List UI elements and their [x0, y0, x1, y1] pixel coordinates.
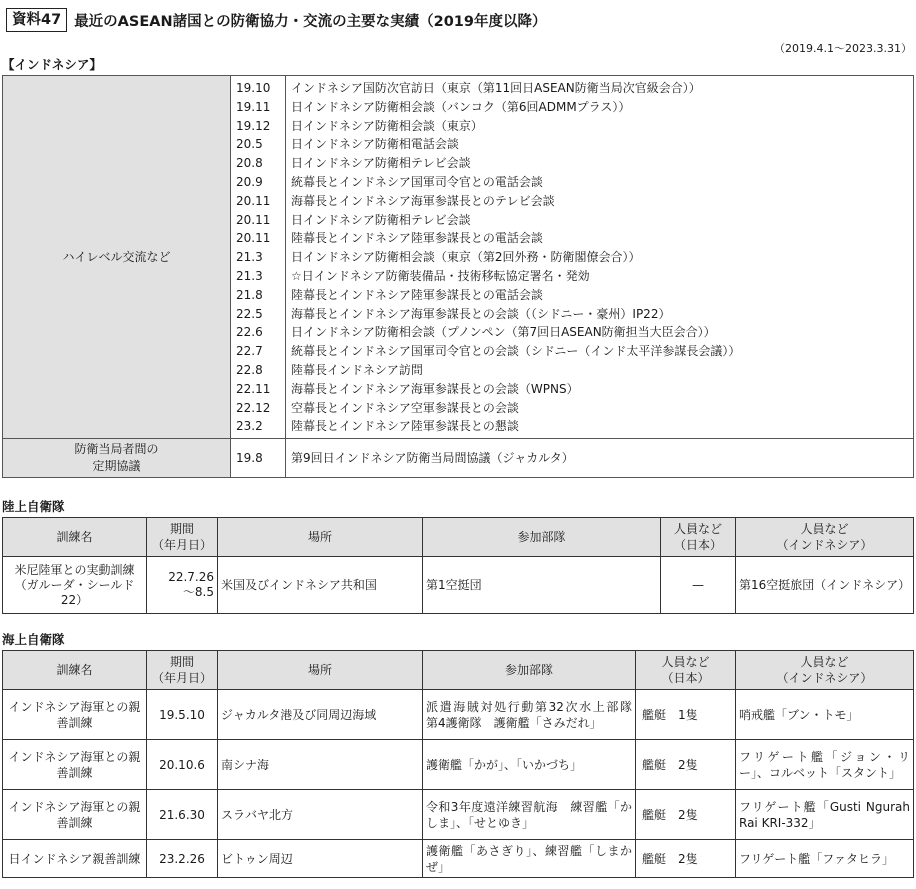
- personnel-indonesia: 哨戒艦「ブン・トモ」: [736, 690, 914, 740]
- exchange-date: 23.2: [236, 419, 263, 434]
- exchange-item: 日インドネシア防衛相会談（プノンペン（第7回日ASEAN防衛担当大臣会合））: [291, 325, 716, 340]
- exchange-date: 22.8: [236, 362, 263, 377]
- personnel-japan: —: [661, 557, 736, 614]
- exchange-item: 統幕長とインドネシア国軍司令官との電話会談: [291, 174, 543, 189]
- exchange-item: 日インドネシア防衛相会談（バンコク（第6回ADMMプラス））: [291, 99, 631, 114]
- exercise-period: 22.7.26 ～8.5: [147, 557, 218, 614]
- exchange-date: 20.9: [236, 174, 263, 189]
- exercise-name: 日インドネシア親善訓練: [3, 840, 147, 878]
- exchange-item: 陸幕長とインドネシア陸軍参謀長との懇談: [291, 419, 519, 434]
- exercise-units: 護衛艦「あさぎり」、練習艦「しまかぜ」: [423, 840, 636, 878]
- exchange-date: 20.11: [236, 193, 271, 208]
- exchange-date: 21.3: [236, 250, 263, 265]
- exercise-name: インドネシア海軍との親善訓練: [3, 790, 147, 840]
- section-title-maritime: 海上自衛隊: [2, 632, 65, 647]
- high-level-row: [3, 76, 914, 439]
- ground-header-row: [3, 518, 914, 557]
- table-row: [3, 790, 914, 840]
- exchange-date: 19.10: [236, 81, 271, 95]
- exercise-period: 23.2.26: [147, 840, 218, 878]
- personnel-japan: 艦艇 2隻: [636, 840, 736, 878]
- exchange-date: 20.8: [236, 156, 263, 171]
- table-row: [3, 690, 914, 740]
- col-units: 参加部隊: [423, 518, 661, 557]
- ground-sdf-table: [2, 517, 914, 614]
- exchange-date: 22.12: [236, 400, 271, 415]
- exchange-item: 日インドネシア防衛相会談（東京（第2回外務・防衛閣僚会合））: [291, 250, 641, 265]
- exchange-date: 22.6: [236, 325, 263, 340]
- maritime-sdf-table: [2, 650, 914, 878]
- exercise-place: 南シナ海: [218, 740, 423, 790]
- exercise-period: 20.10.6: [147, 740, 218, 790]
- exercise-place: スラバヤ北方: [218, 790, 423, 840]
- col-personnel-japan: 人員など （日本）: [636, 651, 736, 690]
- exchange-item: 空幕長とインドネシア空軍参謀長との会談: [291, 400, 519, 415]
- exchange-item: 統幕長とインドネシア国軍司令官との会談（シドニー（インド太平洋参謀長会議））: [291, 344, 741, 359]
- col-period: 期間 （年月日）: [147, 518, 218, 557]
- col-personnel-japan: 人員など （日本）: [661, 518, 736, 557]
- exchange-item: 日インドネシア防衛相テレビ会談: [291, 156, 471, 171]
- exercise-name: インドネシア海軍との親善訓練: [3, 740, 147, 790]
- exchange-date: 19.11: [236, 99, 271, 114]
- col-name: 訓練名: [3, 518, 147, 557]
- regular-consultation-label: 防衛当局者間の 定期協議: [3, 439, 231, 478]
- exchange-item: 海幕長とインドネシア海軍参謀長とのテレビ会談: [291, 193, 555, 208]
- personnel-japan: 艦艇 2隻: [636, 740, 736, 790]
- personnel-indonesia: フリゲート艦「Gusti Ngurah Rai KRI-332」: [736, 790, 914, 840]
- exchange-item: 陸幕長インドネシア訪問: [291, 362, 423, 377]
- col-units: 参加部隊: [423, 651, 636, 690]
- personnel-indonesia: フリゲート艦「ジョン・リー」、コルベット「スタント」: [736, 740, 914, 790]
- exchange-item: 陸幕長とインドネシア陸軍参謀長との電話会談: [291, 231, 543, 246]
- period-range: （2019.4.1～2023.3.31）: [774, 42, 912, 55]
- high-level-dates: [231, 76, 286, 439]
- exchange-date: 20.5: [236, 137, 263, 152]
- personnel-japan: 艦艇 1隻: [636, 690, 736, 740]
- exchange-date: 21.3: [236, 268, 263, 283]
- col-place: 場所: [218, 518, 423, 557]
- exchange-date: 22.7: [236, 344, 263, 359]
- personnel-japan: 艦艇 2隻: [636, 790, 736, 840]
- exercise-name: インドネシア海軍との親善訓練: [3, 690, 147, 740]
- exercise-place: 米国及びインドネシア共和国: [218, 557, 423, 614]
- exercise-units: 派遣海賊対処行動第32次水上部隊 第4護衛隊 護衛艦「さみだれ」: [423, 690, 636, 740]
- exchange-item: ☆日インドネシア防衛装備品・技術移転協定署名・発効: [291, 268, 590, 283]
- exchange-item: 陸幕長とインドネシア陸軍参謀長との電話会談: [291, 287, 543, 302]
- exercise-units: 令和3年度遠洋練習航海 練習艦「かしま」、「せとゆき」: [423, 790, 636, 840]
- col-name: 訓練名: [3, 651, 147, 690]
- personnel-indonesia: フリゲート艦「ファタヒラ」: [736, 840, 914, 878]
- personnel-indonesia: 第16空挺旅団（インドネシア）: [736, 557, 914, 614]
- high-level-label: ハイレベル交流など: [3, 76, 231, 439]
- exercise-place: ビトゥン周辺: [218, 840, 423, 878]
- exercise-period: 19.5.10: [147, 690, 218, 740]
- exchange-item: 日インドネシア防衛相会談（東京）: [291, 118, 483, 133]
- exercise-place: ジャカルタ港及び同周辺海域: [218, 690, 423, 740]
- maritime-header-row: [3, 651, 914, 690]
- document-number-badge: 資料47: [6, 8, 67, 32]
- regular-consultation-row: [3, 439, 914, 478]
- exchange-date: 21.8: [236, 287, 263, 302]
- table-row: [3, 557, 914, 614]
- regular-consultation-date: 19.8: [231, 439, 286, 478]
- high-level-items: [286, 76, 914, 439]
- table-row: [3, 740, 914, 790]
- document-header: [6, 6, 546, 34]
- indonesia-exchange-table: [2, 75, 914, 478]
- exchange-item: 海幕長とインドネシア海軍参謀長との会談（（シドニー・豪州）IP22）: [291, 306, 671, 321]
- exchange-date: 22.5: [236, 306, 263, 321]
- exchange-item: 日インドネシア防衛相電話会談: [291, 137, 459, 152]
- exchange-item: インドネシア国防次官訪日（東京（第11回日ASEAN防衛当局次官級会合））: [291, 81, 701, 95]
- exercise-units: 第1空挺団: [423, 557, 661, 614]
- section-title-indonesia: 【インドネシア】: [2, 57, 102, 72]
- exchange-date: 20.11: [236, 231, 271, 246]
- exercise-period: 21.6.30: [147, 790, 218, 840]
- col-personnel-indonesia: 人員など （インドネシア）: [736, 518, 914, 557]
- table-row: [3, 840, 914, 878]
- exercise-name: 米尼陸軍との実動訓練（ガルーダ・シールド22）: [3, 557, 147, 614]
- exchange-date: 20.11: [236, 212, 271, 227]
- exchange-date: 19.12: [236, 118, 271, 133]
- document-title: 最近のASEAN諸国との防衛協力・交流の主要な実績（2019年度以降）: [74, 13, 547, 30]
- regular-consultation-text: 第9回日インドネシア防衛当局間協議（ジャカルタ）: [286, 439, 914, 478]
- exercise-units: 護衛艦「かが」、「いかづち」: [423, 740, 636, 790]
- exchange-date: 22.11: [236, 381, 271, 396]
- exchange-item: 日インドネシア防衛相テレビ会談: [291, 212, 471, 227]
- col-period: 期間 （年月日）: [147, 651, 218, 690]
- col-place: 場所: [218, 651, 423, 690]
- col-personnel-indonesia: 人員など （インドネシア）: [736, 651, 914, 690]
- section-title-ground: 陸上自衛隊: [2, 499, 65, 514]
- exchange-item: 海幕長とインドネシア海軍参謀長との会談（WPNS）: [291, 381, 579, 396]
